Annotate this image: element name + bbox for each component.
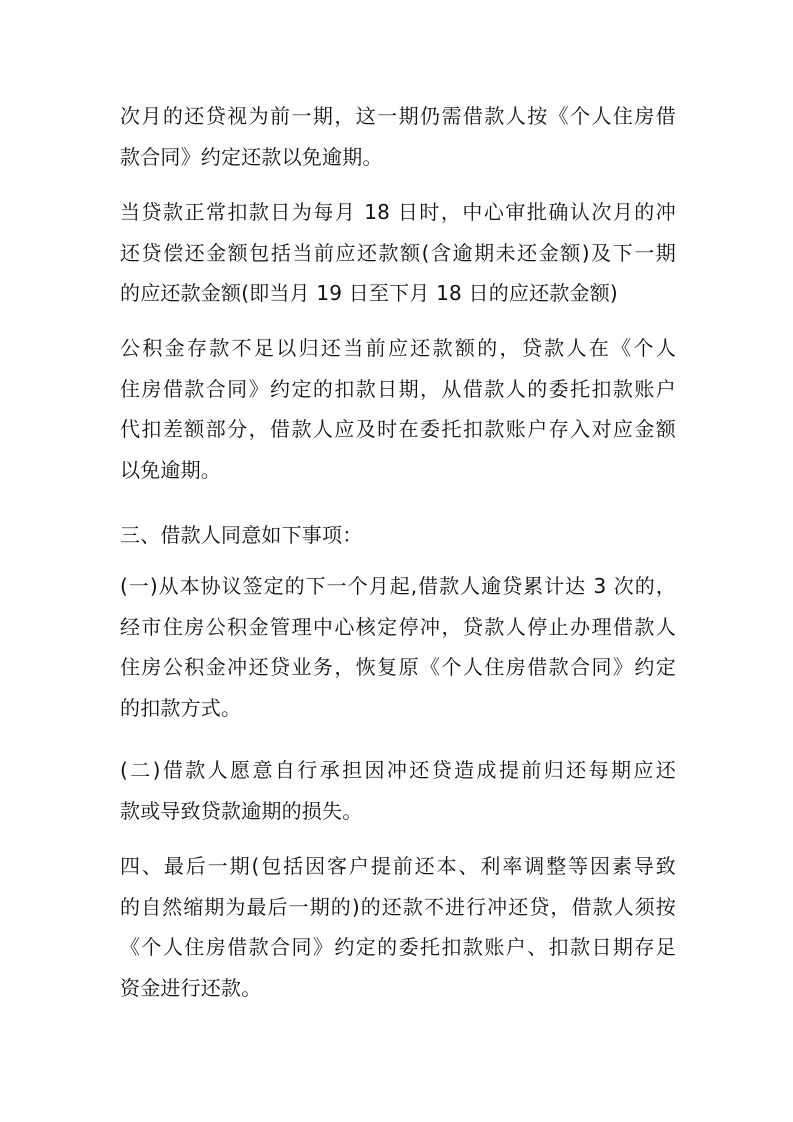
text-line: 还贷偿还金额包括当前应还款额(含逾期未还金额)及下一期 (120, 240, 676, 265)
text-line: 《个人住房借款合同》约定的委托扣款账户、扣款日期存足 (120, 935, 676, 959)
text-line: 次月的还贷视为前一期，这一期仍需借款人按《个人住房借 (120, 104, 676, 128)
paragraph-item-one (120, 566, 676, 728)
section-four-final-period (120, 846, 676, 1008)
text-line: 款合同》约定还款以免逾期。 (120, 144, 383, 169)
text-line: 四、最后一期(包括因客户提前还本、利率调整等因素导致 (120, 854, 676, 878)
text-line: 资金进行还款。 (120, 975, 262, 1000)
text-line: 公积金存款不足以归还当前应还款额的，贷款人在《个人 (120, 336, 676, 360)
text-line: (二)借款人愿意自行承担因冲还贷造成提前归还每期应还 (120, 758, 676, 782)
text-line: 住房公积金冲还贷业务，恢复原《个人住房借款合同》约定 (120, 655, 676, 679)
text-line: 代扣差额部分，借款人应及时在委托扣款账户存入对应金额 (120, 417, 676, 441)
paragraph-continuation (120, 96, 676, 177)
paragraph-deduction-day (120, 192, 676, 314)
text-line: (一)从本协议签定的下一个月起,借款人逾贷累计达 3 次的， (120, 574, 676, 598)
paragraph-insufficient-funds (120, 328, 676, 490)
paragraph-item-two (120, 750, 676, 831)
text-line: 的自然缩期为最后一期的)的还款不进行冲还贷，借款人须按 (120, 894, 676, 919)
text-line: 的扣款方式。 (120, 695, 242, 720)
section-heading-three (120, 515, 676, 556)
text-line: 住房借款合同》约定的扣款日期，从借款人的委托扣款账户 (120, 376, 676, 401)
text-line: 当贷款正常扣款日为每月 18 日时，中心审批确认次月的冲 (120, 200, 676, 224)
text-line: 的应还款金额(即当月 19 日至下月 18 日的应还款金额) (120, 281, 618, 305)
text-line: 以免逾期。 (120, 457, 221, 482)
text-line: 三、借款人同意如下事项： (120, 523, 363, 547)
text-line: 款或导致贷款逾期的损失。 (120, 798, 363, 823)
text-line: 经市住房公积金管理中心核定停冲，贷款人停止办理借款人 (120, 614, 676, 639)
